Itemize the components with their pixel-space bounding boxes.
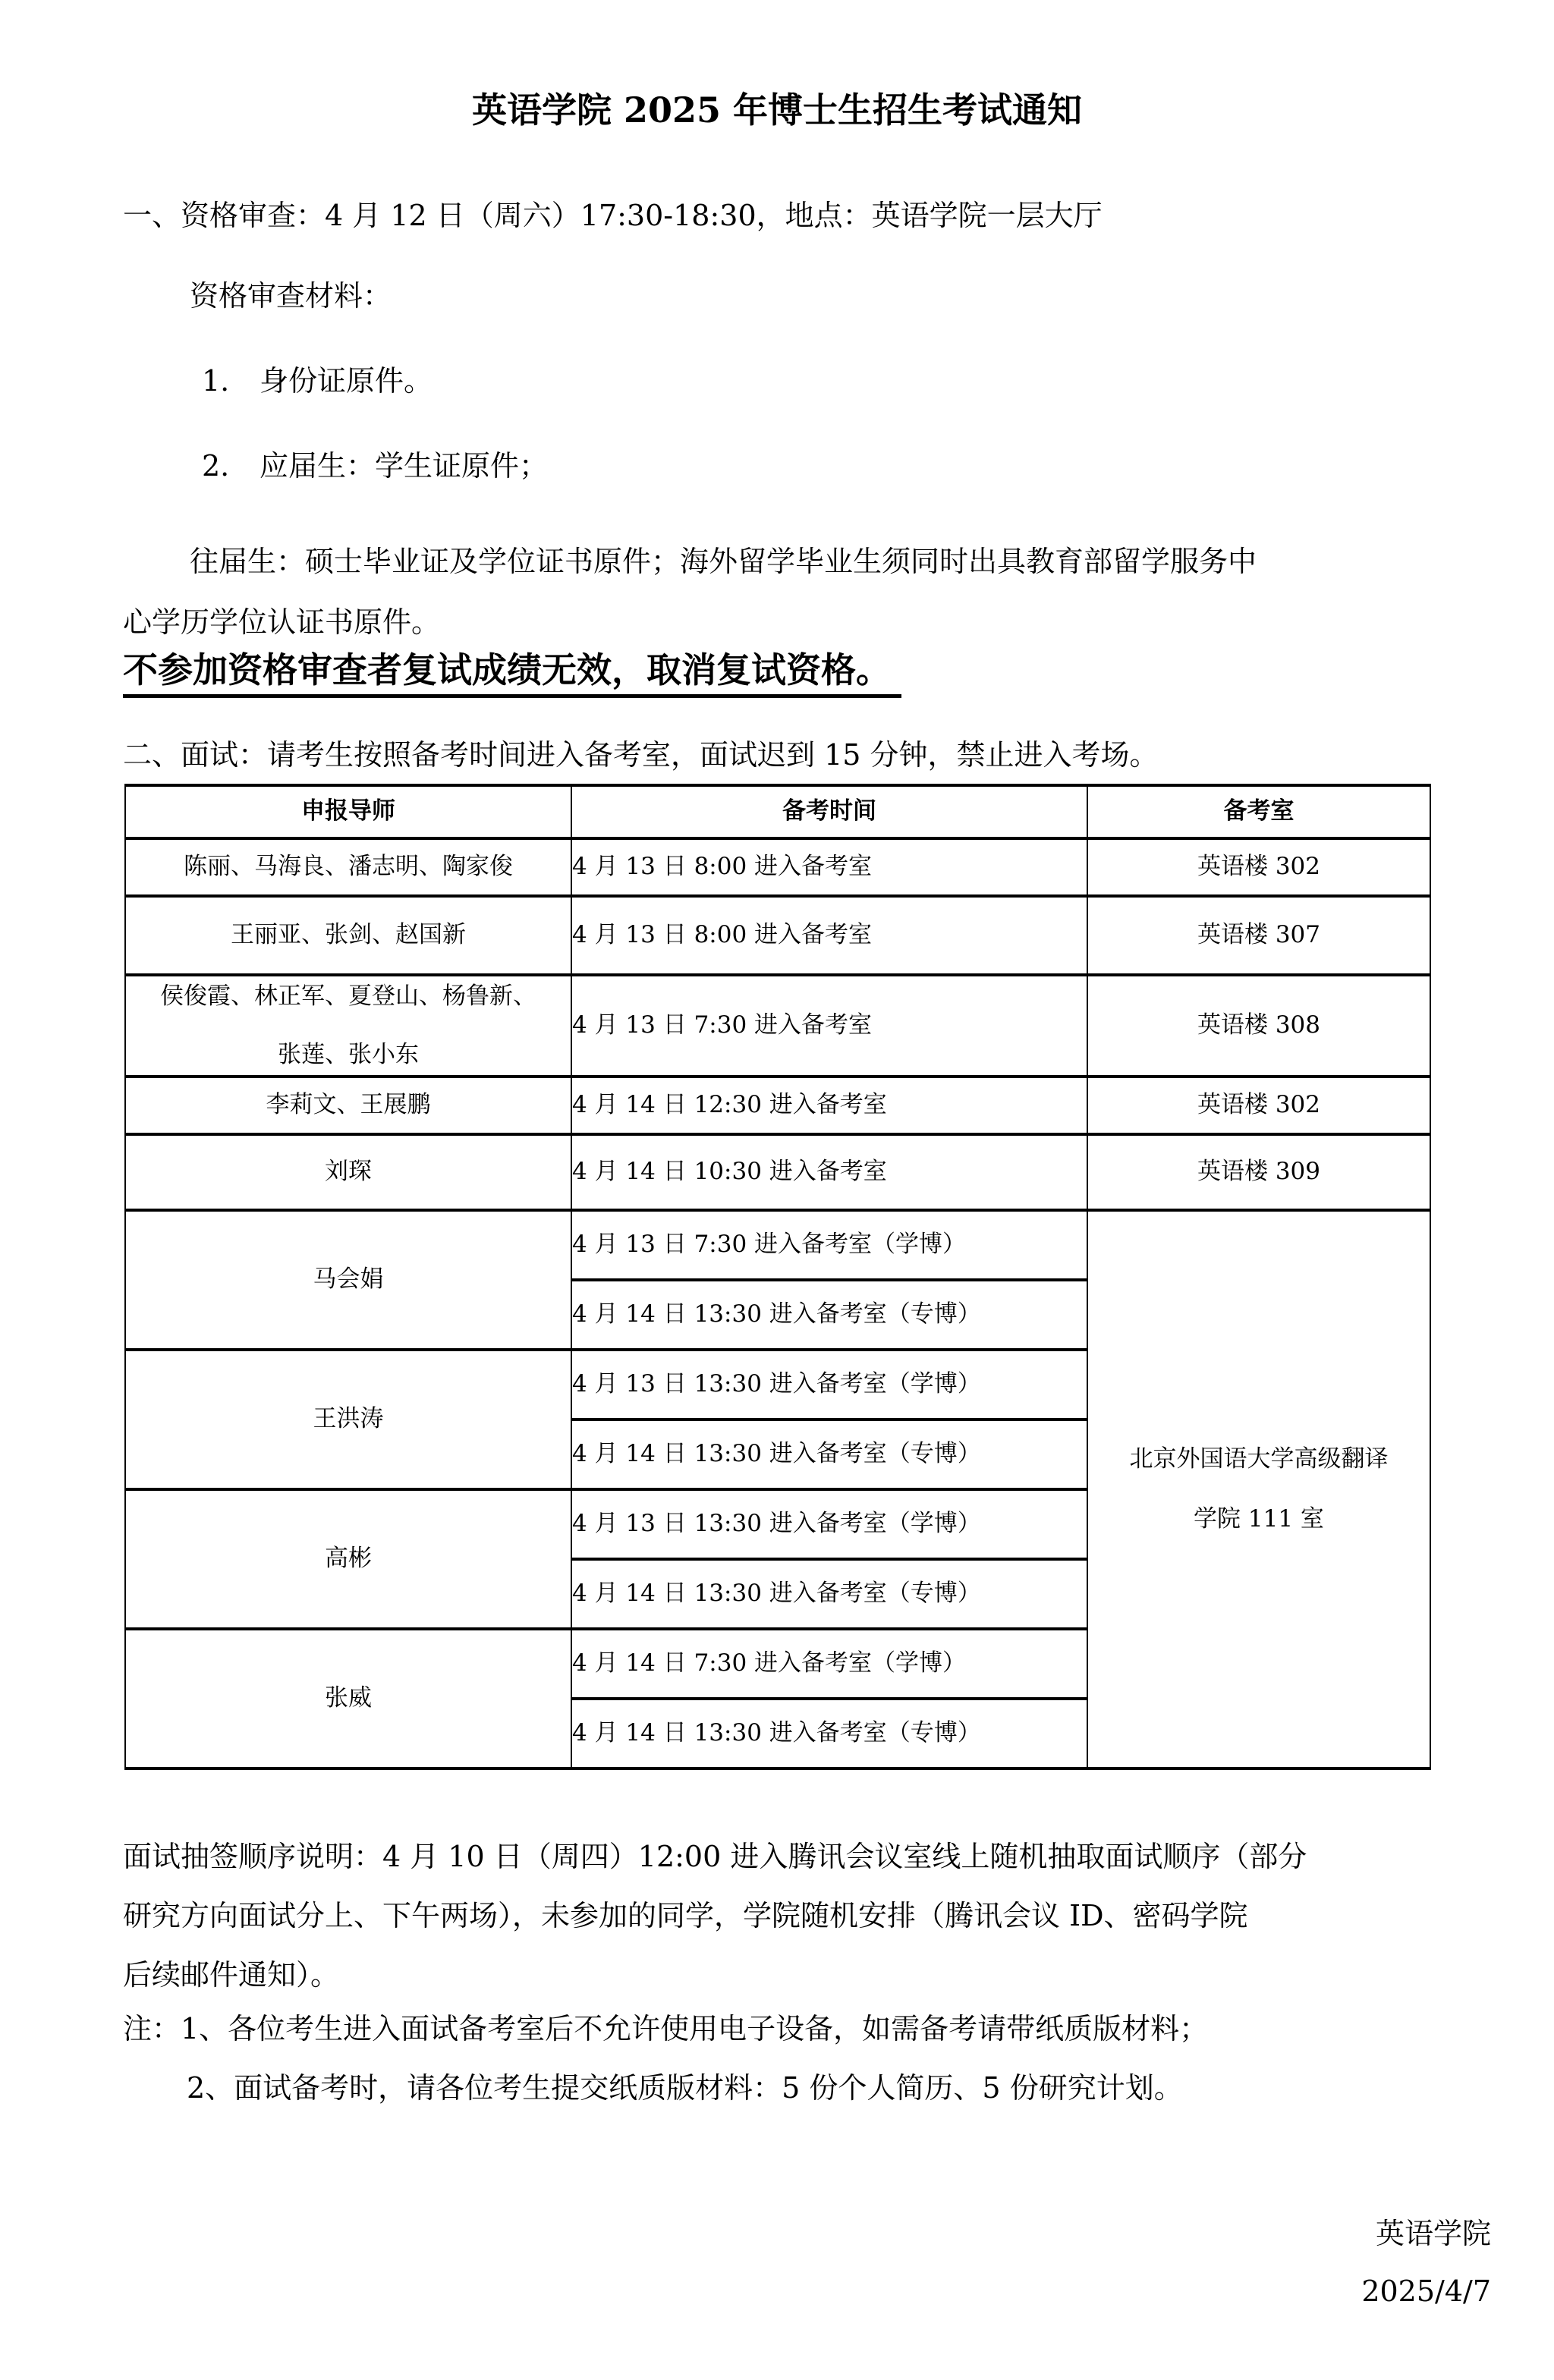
item-text: 身份证原件。 [260,364,433,398]
room-line: 学院 111 室 [1194,1505,1324,1533]
item-number: 2. [202,449,230,483]
mentor-cell: 马会娟 [125,1210,571,1350]
mentor-cell: 高彬 [125,1489,571,1629]
resit-warning-text: 不参加资格审查者复试成绩无效，取消复试资格。 [123,649,901,698]
room-cell: 英语楼 302 [1087,838,1430,896]
paragraph-line: 心学历学位认证书原件。 [123,605,441,639]
mentor-line: 侯俊霞、林正军、夏登山、杨鲁新、 [160,982,536,1010]
material-item-2 [202,449,548,484]
table-header-row [125,785,1430,838]
mentor-cell: 王洪涛 [125,1350,571,1489]
table-row [125,1210,1430,1280]
merged-room-cell [1087,1210,1430,1768]
footer-org: 英语学院 [1375,2217,1491,2250]
table-row [125,975,1430,1077]
room-cell: 英语楼 302 [1087,1077,1430,1134]
mentor-line: 张莲、张小东 [278,1041,419,1068]
paragraph-line: 后续邮件通知）。 [123,1958,340,1992]
mentor-cell [125,975,571,1077]
paragraph-line: 面试抽签顺序说明：4 月 10 日（周四）12:00 进入腾讯会议室线上随机抽取面试顺序（部分 [123,1840,1307,1873]
mentor-cell: 李莉文、王展鹏 [125,1077,571,1134]
section1-heading: 一、资格审查：4 月 12 日（周六）17:30-18:30，地点：英语学院一层大厅 [123,199,1103,232]
time-cell: 4 月 13 日 8:00 进入备考室 [571,838,1087,896]
time-cell: 4 月 14 日 7:30 进入备考室（学博） [571,1629,1087,1699]
item-text: 应届生：学生证原件； [260,449,549,483]
time-cell: 4 月 14 日 13:30 进入备考室（专博） [571,1420,1087,1489]
page-title: 英语学院 2025 年博士生招生考试通知 [471,90,1083,130]
time-cell: 4 月 13 日 7:30 进入备考室 [571,975,1087,1077]
col-header-time: 备考时间 [571,785,1087,838]
time-cell: 4 月 13 日 7:30 进入备考室（学博） [571,1210,1087,1280]
paragraph-line: 研究方向面试分上、下午两场），未参加的同学，学院随机安排（腾讯会议 ID、密码学院 [123,1899,1248,1932]
time-cell: 4 月 14 日 10:30 进入备考室 [571,1134,1087,1210]
lottery-note [123,1827,1478,2004]
notes-line-1: 注：1、各位考生进入面试备考室后不允许使用电子设备，如需备考请带纸质版材料； [123,2012,1209,2045]
room-line: 北京外国语大学高级翻译 [1129,1445,1389,1473]
mentor-cell: 王丽亚、张剑、赵国新 [125,896,571,975]
time-cell: 4 月 13 日 13:30 进入备考室（学博） [571,1350,1087,1420]
prior-graduates-paragraph [123,531,1463,652]
item-number: 1. [202,364,230,398]
materials-label: 资格审查材料： [190,279,392,313]
table-row [125,838,1430,896]
mentor-cell: 张威 [125,1629,571,1768]
footer-date: 2025/4/7 [1361,2275,1491,2308]
time-cell: 4 月 13 日 13:30 进入备考室（学博） [571,1489,1087,1559]
time-cell: 4 月 14 日 13:30 进入备考室（专博） [571,1699,1087,1768]
mentor-cell: 刘琛 [125,1134,571,1210]
col-header-room: 备考室 [1087,785,1430,838]
room-cell: 英语楼 307 [1087,896,1430,975]
room-cell: 英语楼 308 [1087,975,1430,1077]
room-cell: 英语楼 309 [1087,1134,1430,1210]
time-cell: 4 月 14 日 12:30 进入备考室 [571,1077,1087,1134]
paragraph-line: 往届生：硕士毕业证及学位证书原件；海外留学毕业生须同时出具教育部留学服务中 [190,545,1257,578]
section2-heading: 二、面试：请考生按照备考时间进入备考室，面试迟到 15 分钟，禁止进入考场。 [123,738,1159,772]
resit-warning [123,648,901,693]
mentor-cell: 陈丽、马海良、潘志明、陶家俊 [125,838,571,896]
notes-line-2: 2、面试备考时，请各位考生提交纸质版材料：5 份个人简历、5 份研究计划。 [187,2071,1183,2105]
time-cell: 4 月 14 日 13:30 进入备考室（专博） [571,1280,1087,1350]
time-cell: 4 月 14 日 13:30 进入备考室（专博） [571,1559,1087,1629]
col-header-mentors: 申报导师 [125,785,571,838]
table-row [125,1077,1430,1134]
interview-schedule-table [124,784,1431,1770]
table-row [125,896,1430,975]
time-cell: 4 月 13 日 8:00 进入备考室 [571,896,1087,975]
table-row [125,1134,1430,1210]
material-item-1 [202,364,433,399]
